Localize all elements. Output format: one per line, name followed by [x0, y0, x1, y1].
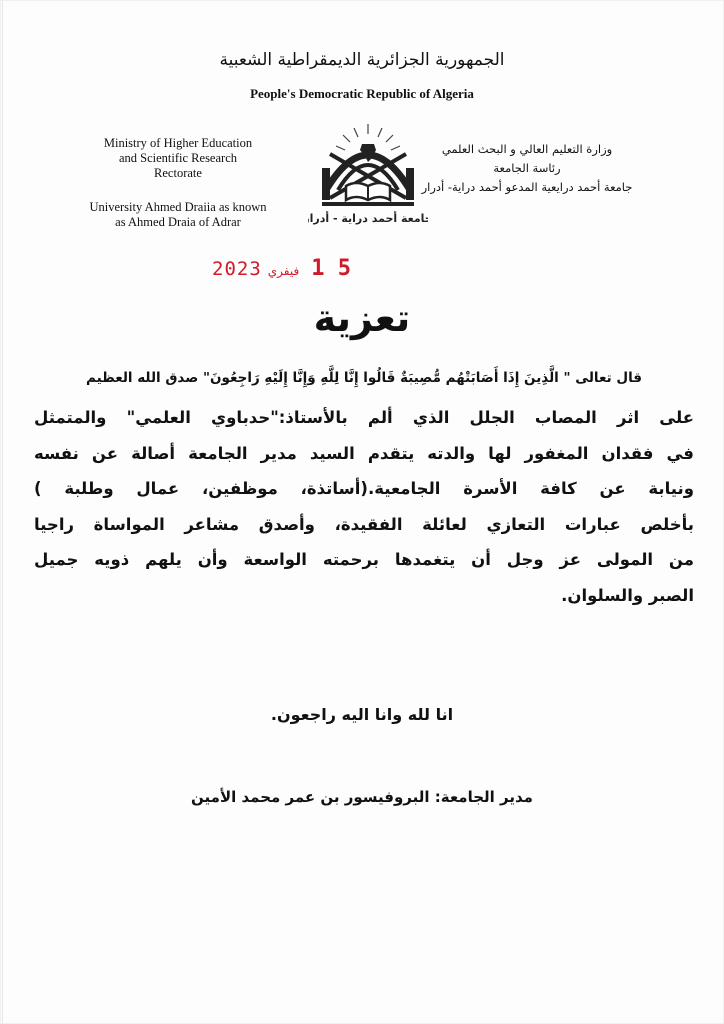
signature-line: مدير الجامعة: البروفيسور بن عمر محمد الأمين: [191, 788, 533, 806]
stamp-month: فيفري: [267, 264, 300, 278]
university-line-1: University Ahmed Draiia as known: [89, 200, 267, 214]
ministry-english-block: [78, 136, 278, 230]
ministry-line-2: and Scientific Research: [118, 151, 237, 165]
arabic-rectorate-line: رئاسة الجامعة: [493, 161, 561, 175]
arabic-university-line: جامعة أحمد درايعية المدعو أحمد دراية- أدرار: [421, 180, 633, 194]
body-line: من المولى عز وجل أن يتغمدها برحمته الواسعة وأن يلهم ذويه جميل: [34, 550, 694, 569]
document-title: تعزية: [313, 296, 411, 340]
condolence-body: [34, 400, 694, 613]
closing-phrase: انا لله وانا اليه راجعون.: [270, 705, 454, 724]
body-line: ونيابة عن كافة الأسرة الجامعية.(أساتذة، موظفين، عمال وطلبة ): [34, 479, 694, 498]
university-line-2: as Ahmed Draia of Adrar: [115, 215, 241, 229]
arabic-ministry-line: وزارة التعليم العالي و البحث العلمي: [441, 142, 613, 156]
scan-edge: [2, 0, 3, 1024]
stamp-day: 1 5: [311, 256, 351, 281]
quran-verse: قال تعالى " الَّذِينَ إِذَا أَصَابَتْهُم مُّصِيبَةٌ قَالُوا إِنَّا لِلَّهِ وَإِنَّا إِلَيْهِ رَاجِعُونَ" صدق الله العظيم: [85, 370, 643, 386]
arabic-republic-title: الجمهورية الجزائرية الديمقراطية الشعبية: [219, 50, 505, 70]
body-line: الصبر والسلوان.: [561, 585, 694, 605]
body-line: في فقدان المغفور لها والدته يتقدم السيد مدير الجامعة أصالة عن نفسه: [34, 443, 694, 463]
body-line: على اثر المصاب الجلل الذي ألم بالأستاذ:"حدباوي العلمي" والمتمثل: [34, 408, 694, 427]
ministry-line-3: Rectorate: [154, 166, 202, 180]
english-republic-title: People's Democratic Republic of Algeria: [250, 86, 474, 101]
date-stamp: [212, 256, 351, 282]
body-line: بأخلص عبارات التعازي لعائلة الفقيدة، وأصدق مشاعر المواساة راجيا: [34, 514, 694, 534]
ministry-line-1: Ministry of Higher Education: [103, 136, 253, 150]
stamp-year: 2023: [212, 258, 262, 280]
emblem-caption: جامعة أحمد دراية - أدرار: [308, 212, 428, 225]
ministry-arabic-block: [402, 140, 652, 197]
